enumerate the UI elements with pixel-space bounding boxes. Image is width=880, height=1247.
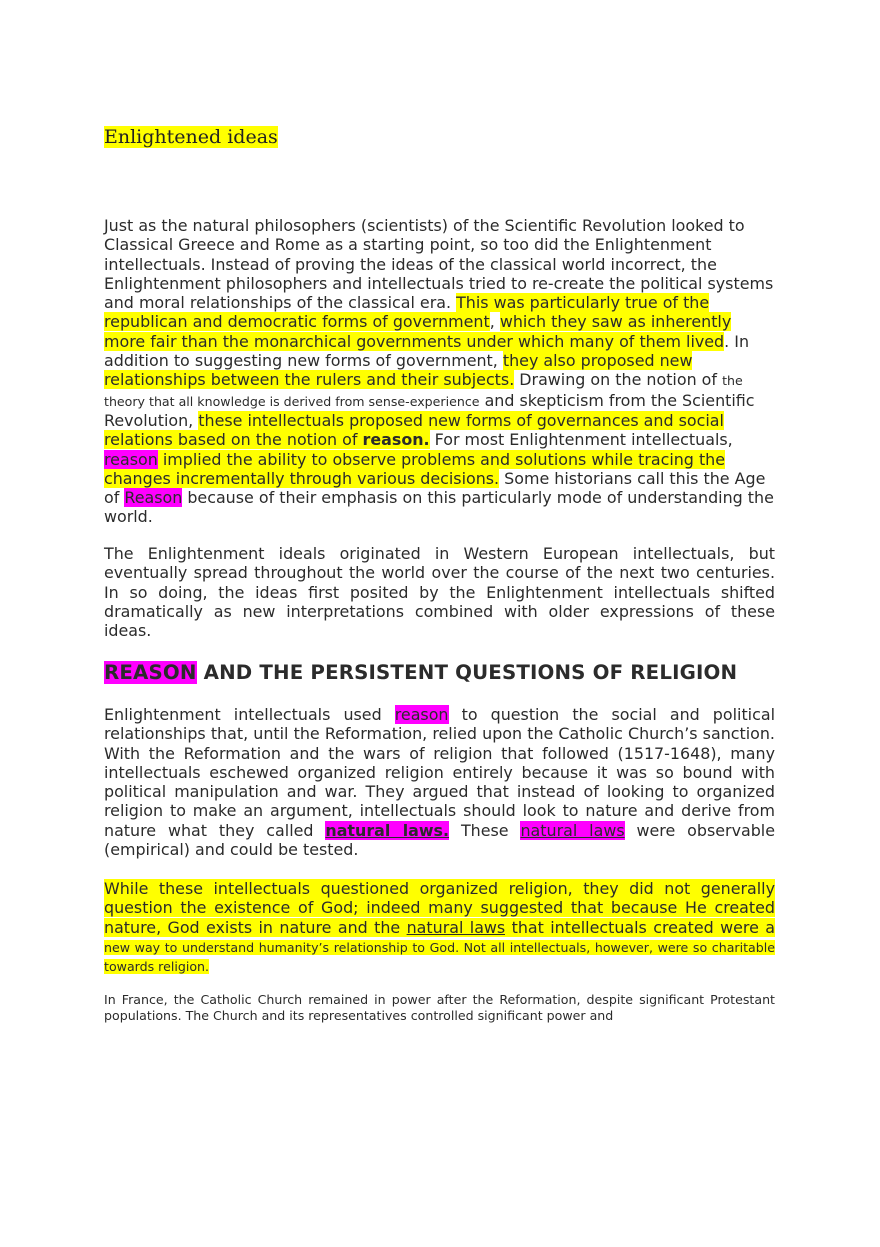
p1-magenta-reason: reason (104, 449, 158, 469)
heading-highlight: REASON (104, 661, 197, 684)
p3-text-4: were observable (empirical) and could be tested. (104, 820, 775, 860)
p3-magenta-natural-laws: natural laws (520, 820, 625, 840)
heading-rest: AND THE PERSISTENT QUESTIONS OF RELIGION (196, 661, 738, 684)
section-heading (104, 660, 804, 686)
paragraph-france: In France, the Catholic Church remained in power after the Reformation, despite significant Protestant populations. The Church and its representatives controlled significant power and (104, 992, 775, 1024)
p3-text-3: These (449, 820, 521, 840)
p3-magenta-natural-laws-bold: natural laws. (325, 820, 450, 840)
p1-highlight-2: which they saw as inherently more fair than the monarchical governments under which many of them lived (104, 312, 732, 351)
p1-text-4: Drawing on the notion of (514, 370, 723, 390)
p1-highlight-3: they also proposed new relationships between the rulers and their subjects. (104, 351, 693, 390)
p1-highlight-5: implied the ability to observe problems and solutions while tracing the changes incrementally through various decisions. (104, 449, 726, 488)
p1-text-3: . In addition to suggesting new forms of government, (104, 331, 750, 371)
p1-highlight-reason-bold: reason. (362, 430, 430, 450)
p1-small-definition: the theory that all knowledge is derived from sense-experience (104, 373, 743, 409)
p1-highlight-1: This was particularly true of the republican and democratic forms of government (104, 293, 710, 332)
p1-text-6: For most Enlightenment intellectuals, (429, 430, 733, 450)
p3-text-2: to question the social and political relationships that, until the Reformation, relied upon the Catholic Church’s sanction. With the Reformation and the wars of religion that followed (1517-1648), many intellectuals eschewed organized religion entirely because it was so bound with political manipulation and war. They argued that instead of looking to organized religion to make an argument, intellectuals should look to nature and derive from nature what they called (104, 705, 775, 840)
title-text: Enlightened ideas (104, 126, 278, 148)
p4-highlight-natural-laws: natural laws (406, 917, 506, 937)
p3-text-1: Enlightenment intellectuals used (104, 705, 395, 724)
document-title (104, 125, 278, 149)
p1-text-7: Some historians call this the Age of (104, 468, 766, 508)
paragraph-spread: The Enlightenment ideals originated in Western European intellectuals, but eventually spread throughout the world over the course of the next two centuries. In so doing, the ideas first posited by the Enlightenment intellectuals shifted dramatically as new interpretations combined with older expressions of these ideas. (104, 544, 775, 641)
p4-highlight-1: While these intellectuals questioned organized religion, they did not generally question the existence of God; indeed many suggested that because He created nature, God exists in nature and the (104, 879, 775, 937)
paragraph-god (104, 879, 775, 975)
paragraph-intro (104, 216, 775, 527)
p1-magenta-reason-2: Reason (124, 488, 183, 508)
p1-text-2: , (489, 312, 500, 332)
p4-highlight-2: that intellectuals created were a (505, 917, 775, 937)
p1-text-1: Just as the natural philosophers (scientists) of the Scientific Revolution looked to Classical Greece and Rome as a starting point, so too did the Enlightenment intellectuals. Instead of proving the ideas of the classical world incorrect, the Enlightenment philosophers and intellectuals tried to re-create the political systems and moral relationships of the classical era. (104, 216, 774, 313)
p1-text-8: because of their emphasis on this particularly mode of understanding the world. (104, 488, 774, 527)
paragraph-reason-religion (104, 705, 775, 859)
p1-text-5: and skepticism from the Scientific Revolution, (104, 390, 755, 430)
p3-magenta-reason: reason (394, 705, 449, 724)
p1-highlight-4: these intellectuals proposed new forms of governances and social relations based on the notion of (104, 410, 724, 450)
p4-highlight-small: new way to understand humanity’s relationship to God. Not all intellectuals, however, were so charitable towards religion. (104, 939, 775, 975)
